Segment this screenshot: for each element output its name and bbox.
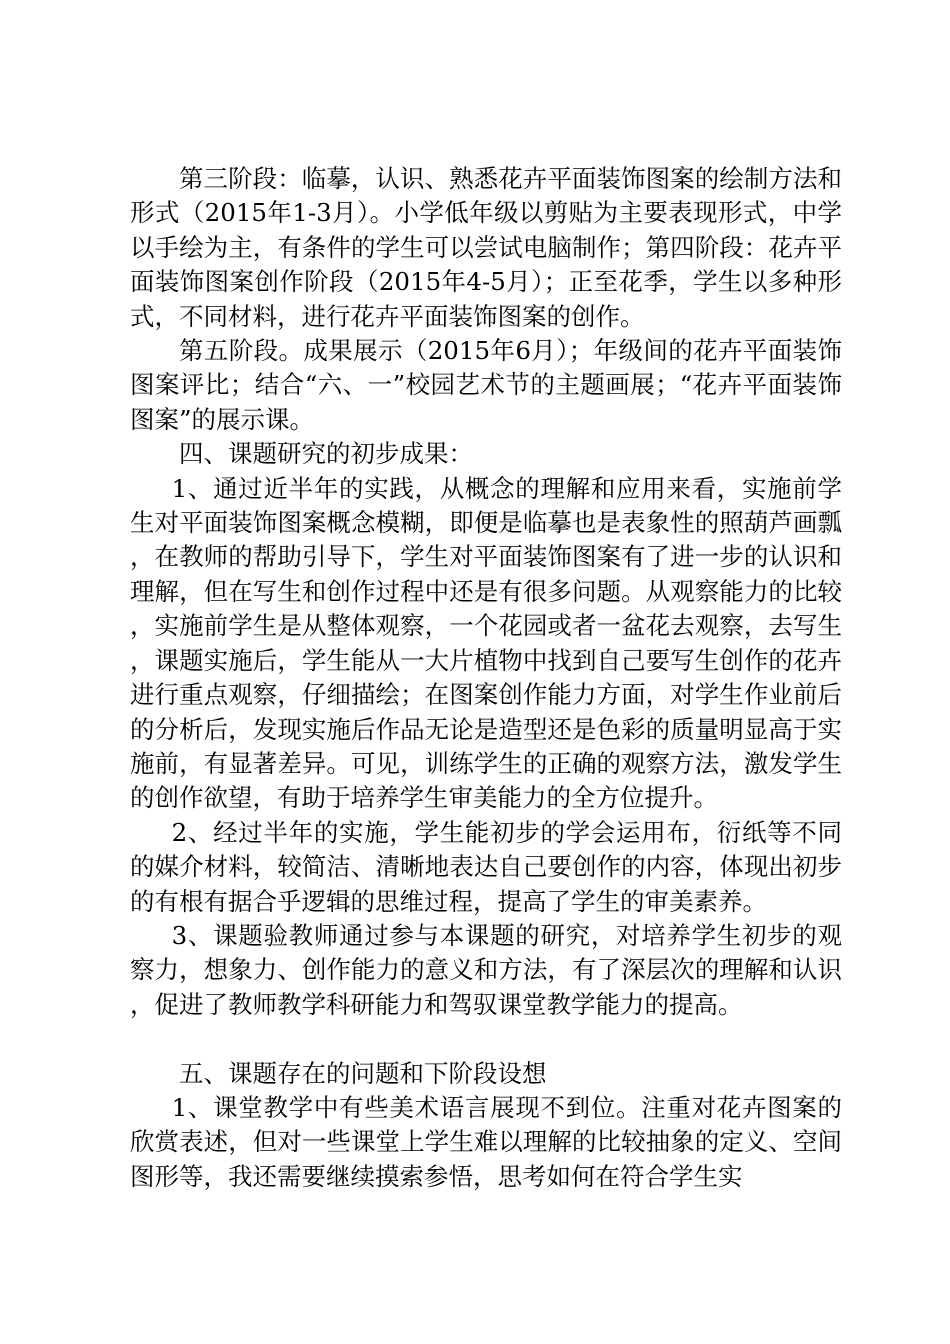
- paragraph-result-three: 3、课题验教师通过参与本课题的研究，对培养学生初步的观察力，想象力、创作能力的意义和方法，有了深层次的理解和认识，促进了教师教学科研能力和驾驭课堂教学能力的提高。: [130, 920, 842, 1019]
- section-heading-problems-and-plans: 五、课题存在的问题和下阶段设想: [179, 1058, 547, 1088]
- paragraph-stage-three: 第三阶段：临摹，认识、熟悉花卉平面装饰图案的绘制方法和形式（2015年1-3月）。小学低年级以剪贴为主要表现形式，中学以手绘为主，有条件的学生可以尝试电脑制作；第四阶段：花卉平面装饰图案创作阶段（2015年4-5月）；正至花季，学生以多种形式，不同材料，进行花卉平面装饰图案的创作。: [130, 164, 842, 331]
- section-heading-preliminary-results: 四、课题研究的初步成果：: [179, 439, 473, 469]
- paragraph-problem-one: 1、课堂教学中有些美术语言展现不到位。注重对花卉图案的欣赏表述，但对一些课堂上学生难以理解的比较抽象的定义、空间图形等，我还需要继续摸索参悟，思考如何在符合学生实: [130, 1092, 842, 1191]
- paragraph-spacer: [130, 1022, 842, 1056]
- paragraph-result-two: 2、经过半年的实施，学生能初步的学会运用布，衍纸等不同的媒介材料，较简洁、清晰地表达自己要创作的内容，体现出初步的有根有据合乎逻辑的思维过程，提高了学生的审美素养。: [130, 817, 842, 916]
- paragraph-result-one: 1、通过近半年的实践，从概念的理解和应用来看，实施前学生对平面装饰图案概念模糊，即便是临摹也是表象性的照葫芦画瓢，在教师的帮助引导下，学生对平面装饰图案有了进一步的认识和理解，但在写生和创作过程中还是有很多问题。从观察能力的比较，实施前学生是从整体观察，一个花园或者一盆花去观察，去写生，课题实施后，学生能从一大片植物中找到自己要写生创作的花卉进行重点观察，仔细描绘；在图案创作能力方面，对学生作业前后的分析后，发现实施后作品无论是造型还是色彩的质量明显高于实施前，有显著差异。可见，训练学生的正确的观察方法，激发学生的创作欲望，有助于培养学生审美能力的全方位提升。: [130, 473, 842, 813]
- document-body: [130, 162, 842, 1194]
- paragraph-stage-five: 第五阶段。成果展示（2015年6月）；年级间的花卉平面装饰图案评比；结合“六、一”校园艺术节的主题画展；“花卉平面装饰图案”的展示课。: [130, 336, 842, 434]
